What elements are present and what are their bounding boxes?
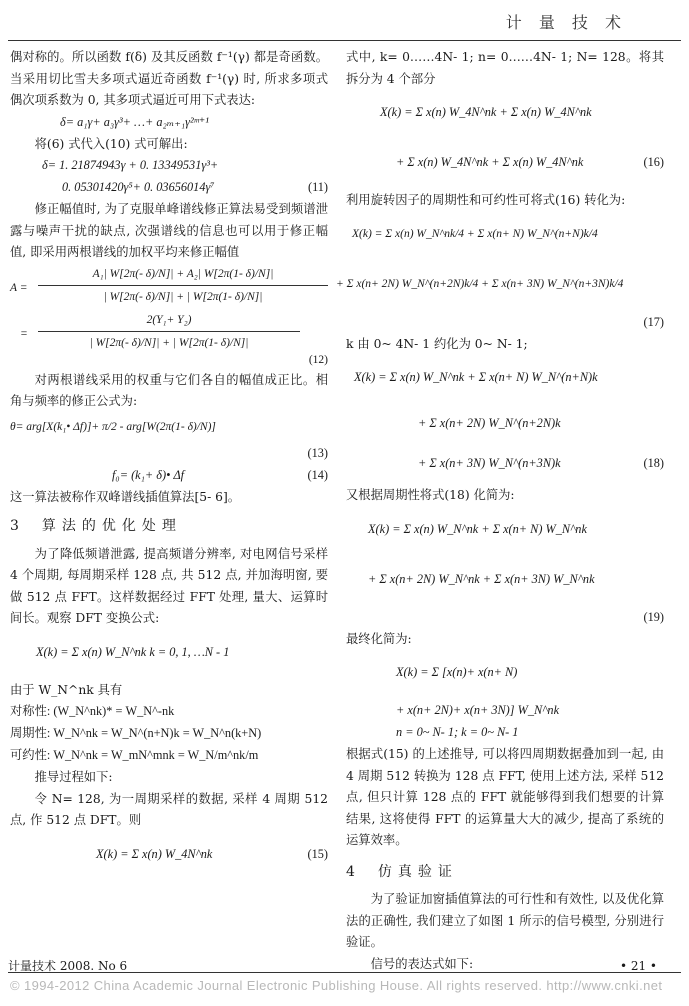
paragraph: 为了验证加窗插值算法的可行性和有效性, 以及优化算法的正确性, 我们建立了如图 1 所示的信号模型, 分别进行验证。	[346, 892, 664, 949]
equation-dft: X(k) = Σ x(n) W_N^nk k = 0, 1, …N - 1	[36, 644, 230, 659]
equation-14: f₀= (k₁+ δ)• Δf (14)	[112, 467, 328, 482]
equation-18-line1: X(k) = Σ x(n) W_N^nk + Σ x(n+ N) W_N^(n+N)k	[354, 370, 598, 384]
paragraph: 推导过程如下:	[34, 770, 113, 784]
paragraph: 由于 W_N^nk 具有	[10, 682, 123, 697]
paragraph: 式中, k= 0……4N- 1; n= 0……4N- 1; N= 128。将其拆分为 4 个部分	[346, 50, 664, 86]
paragraph: 修正幅值时, 为了克服单峰谱线修正算法易受到频谱泄露与噪声干扰的缺点, 次强谱线的信息也可以用于修正幅值, 即采用两根谱线的加权平均来修正幅值	[10, 202, 328, 259]
equation-18-line2: + Σ x(n+ 2N) W_N^(n+2N)k	[418, 416, 561, 430]
property-periodicity: 周期性: W_N^nk = W_N^(n+N)k = W_N^n(k+N)	[10, 726, 262, 740]
paragraph: 为了降低频谱泄露, 提高频谱分辨率, 对电网信号采样 4 个周期, 每周期采样 128 点, 共 512 点, 并加海明窗, 要做 512 点 FFT。这样数据经过 FFT 处理, 量大、运算时间长。观察 DFT 变换公式:	[10, 546, 328, 625]
paragraph: 又根据周期性将式(18) 化简为:	[346, 488, 515, 502]
footer-rule	[8, 972, 681, 973]
equation-13: θ= arg[X(k₁• Δf)]+ π/2 - arg[W(2π(1- δ)/N)]	[10, 420, 216, 433]
equation-16-line2: + Σ x(n) W_4N^nk + Σ x(n) W_4N^nk (16)	[396, 155, 664, 169]
equation-16-line1: X(k) = Σ x(n) W_4N^nk + Σ x(n) W_4N^nk	[380, 105, 592, 119]
paragraph: 根据式(15) 的上述推导, 可以将四周期数据叠加到一起, 由 4 周期 512 转换为 128 点 FFT, 使用上述方法, 采样 512 点, 但只计算 128 点的 FFT 就能够得到我们想要的计算结果, 这将使得 FFT 的运算量大大的减少, 提高了系统的运算效率。	[346, 747, 664, 847]
paragraph: 这一算法被称作双峰谱线插值算法[5- 6]。	[10, 489, 241, 504]
equation-15: X(k) = Σ x(n) W_4N^nk (15)	[96, 846, 328, 861]
property-reducibility: 可约性: W_N^nk = W_mN^mnk = W_N/m^nk/m	[10, 748, 259, 762]
equation-polynomial: δ= a₁γ+ a₃γ³+ …+ a₂ₘ₊₁γ²ᵐ⁺¹	[60, 114, 209, 129]
paragraph: 对两根谱线采用的权重与它们各自的幅值成正比。相角与频率的修正公式为:	[10, 372, 328, 408]
section-heading-3: 3 算法的优化处理	[10, 518, 182, 534]
paragraph: 信号的表达式如下:	[370, 956, 474, 971]
right-column	[336, 47, 664, 975]
equation-final-line3: n = 0~ N- 1; k = 0~ N- 1	[396, 725, 519, 739]
equation-18-line3: + Σ x(n+ 3N) W_N^(n+3N)k (18)	[418, 456, 664, 470]
equation-17-line1: X(k) = Σ x(n) W_N^nk/4 + Σ x(n+ N) W_N^(n+N)k/4	[352, 227, 598, 240]
header-rule	[8, 40, 681, 41]
section-heading-4: 4 仿真验证	[346, 863, 458, 880]
paragraph: 最终化简为:	[346, 631, 412, 646]
equation-19-line1: X(k) = Σ x(n) W_N^nk + Σ x(n+ N) W_N^nk	[368, 521, 587, 536]
property-symmetry: 对称性: (W_N^nk)* = W_N^-nk	[10, 704, 175, 718]
page-number: • 21 •	[619, 959, 657, 973]
paragraph: 令 N= 128, 为一周期采样的数据, 采样 4 周期 512 点, 作 512 点 DFT。则	[10, 791, 328, 827]
equation-17-tag: (17)	[643, 314, 664, 329]
running-header-title: 计 量 技 术	[505, 13, 627, 32]
paragraph: k 由 0~ 4N- 1 约化为 0~ N- 1;	[346, 336, 528, 351]
equation-final-line2: + x(n+ 2N)+ x(n+ 3N)] W_N^nk	[396, 703, 560, 717]
equation-12: A = A₁| W[2π(- δ)/N]| + A₂| W[2π(1- δ)/N]| | W[2π(- δ)/N]| + | W[2π(1- δ)/N]| = 2(Y₁+ Y₂) | W[2π(- δ)/N]| + | W[2π(1- δ)/N]| (12)	[10, 267, 328, 366]
equation-17-line2: + Σ x(n+ 2N) W_N^(n+2N)k/4 + Σ x(n+ 3N) W_N^(n+3N)k/4	[336, 277, 624, 290]
equation-11-line1: δ= 1. 21874943γ + 0. 13349531γ³+	[42, 158, 219, 172]
paragraph: 利用旋转因子的周期性和可约性可将式(16) 转化为:	[346, 193, 626, 207]
left-column	[10, 47, 328, 882]
paragraph: 将(6) 式代入(10) 式可解出:	[34, 136, 188, 151]
equation-19-tag: (19)	[643, 609, 664, 624]
equation-11-line2: 0. 05301420γ⁵+ 0. 03656014γ⁷ (11)	[62, 180, 328, 194]
paragraph: 偶对称的。所以函数 f(δ) 及其反函数 f⁻¹(γ) 都是奇函数。当采用切比雪夫多项式逼近奇函数 f⁻¹(γ) 时, 所求多项式偶次项系数为 0, 其多项式逼近可用下式表达:	[10, 50, 328, 107]
equation-final-line1: X(k) = Σ [x(n)+ x(n+ N)	[396, 665, 518, 679]
equation-13-tag: (13)	[307, 445, 328, 460]
footer-journal-issue: 计量技术 2008. No 6	[8, 959, 128, 973]
equation-19-line2: + Σ x(n+ 2N) W_N^nk + Σ x(n+ 3N) W_N^nk	[368, 571, 595, 586]
copyright-watermark: © 1994-2012 China Academic Journal Electronic Publishing House. All rights reserved. http://www.cnki.net	[10, 978, 663, 993]
